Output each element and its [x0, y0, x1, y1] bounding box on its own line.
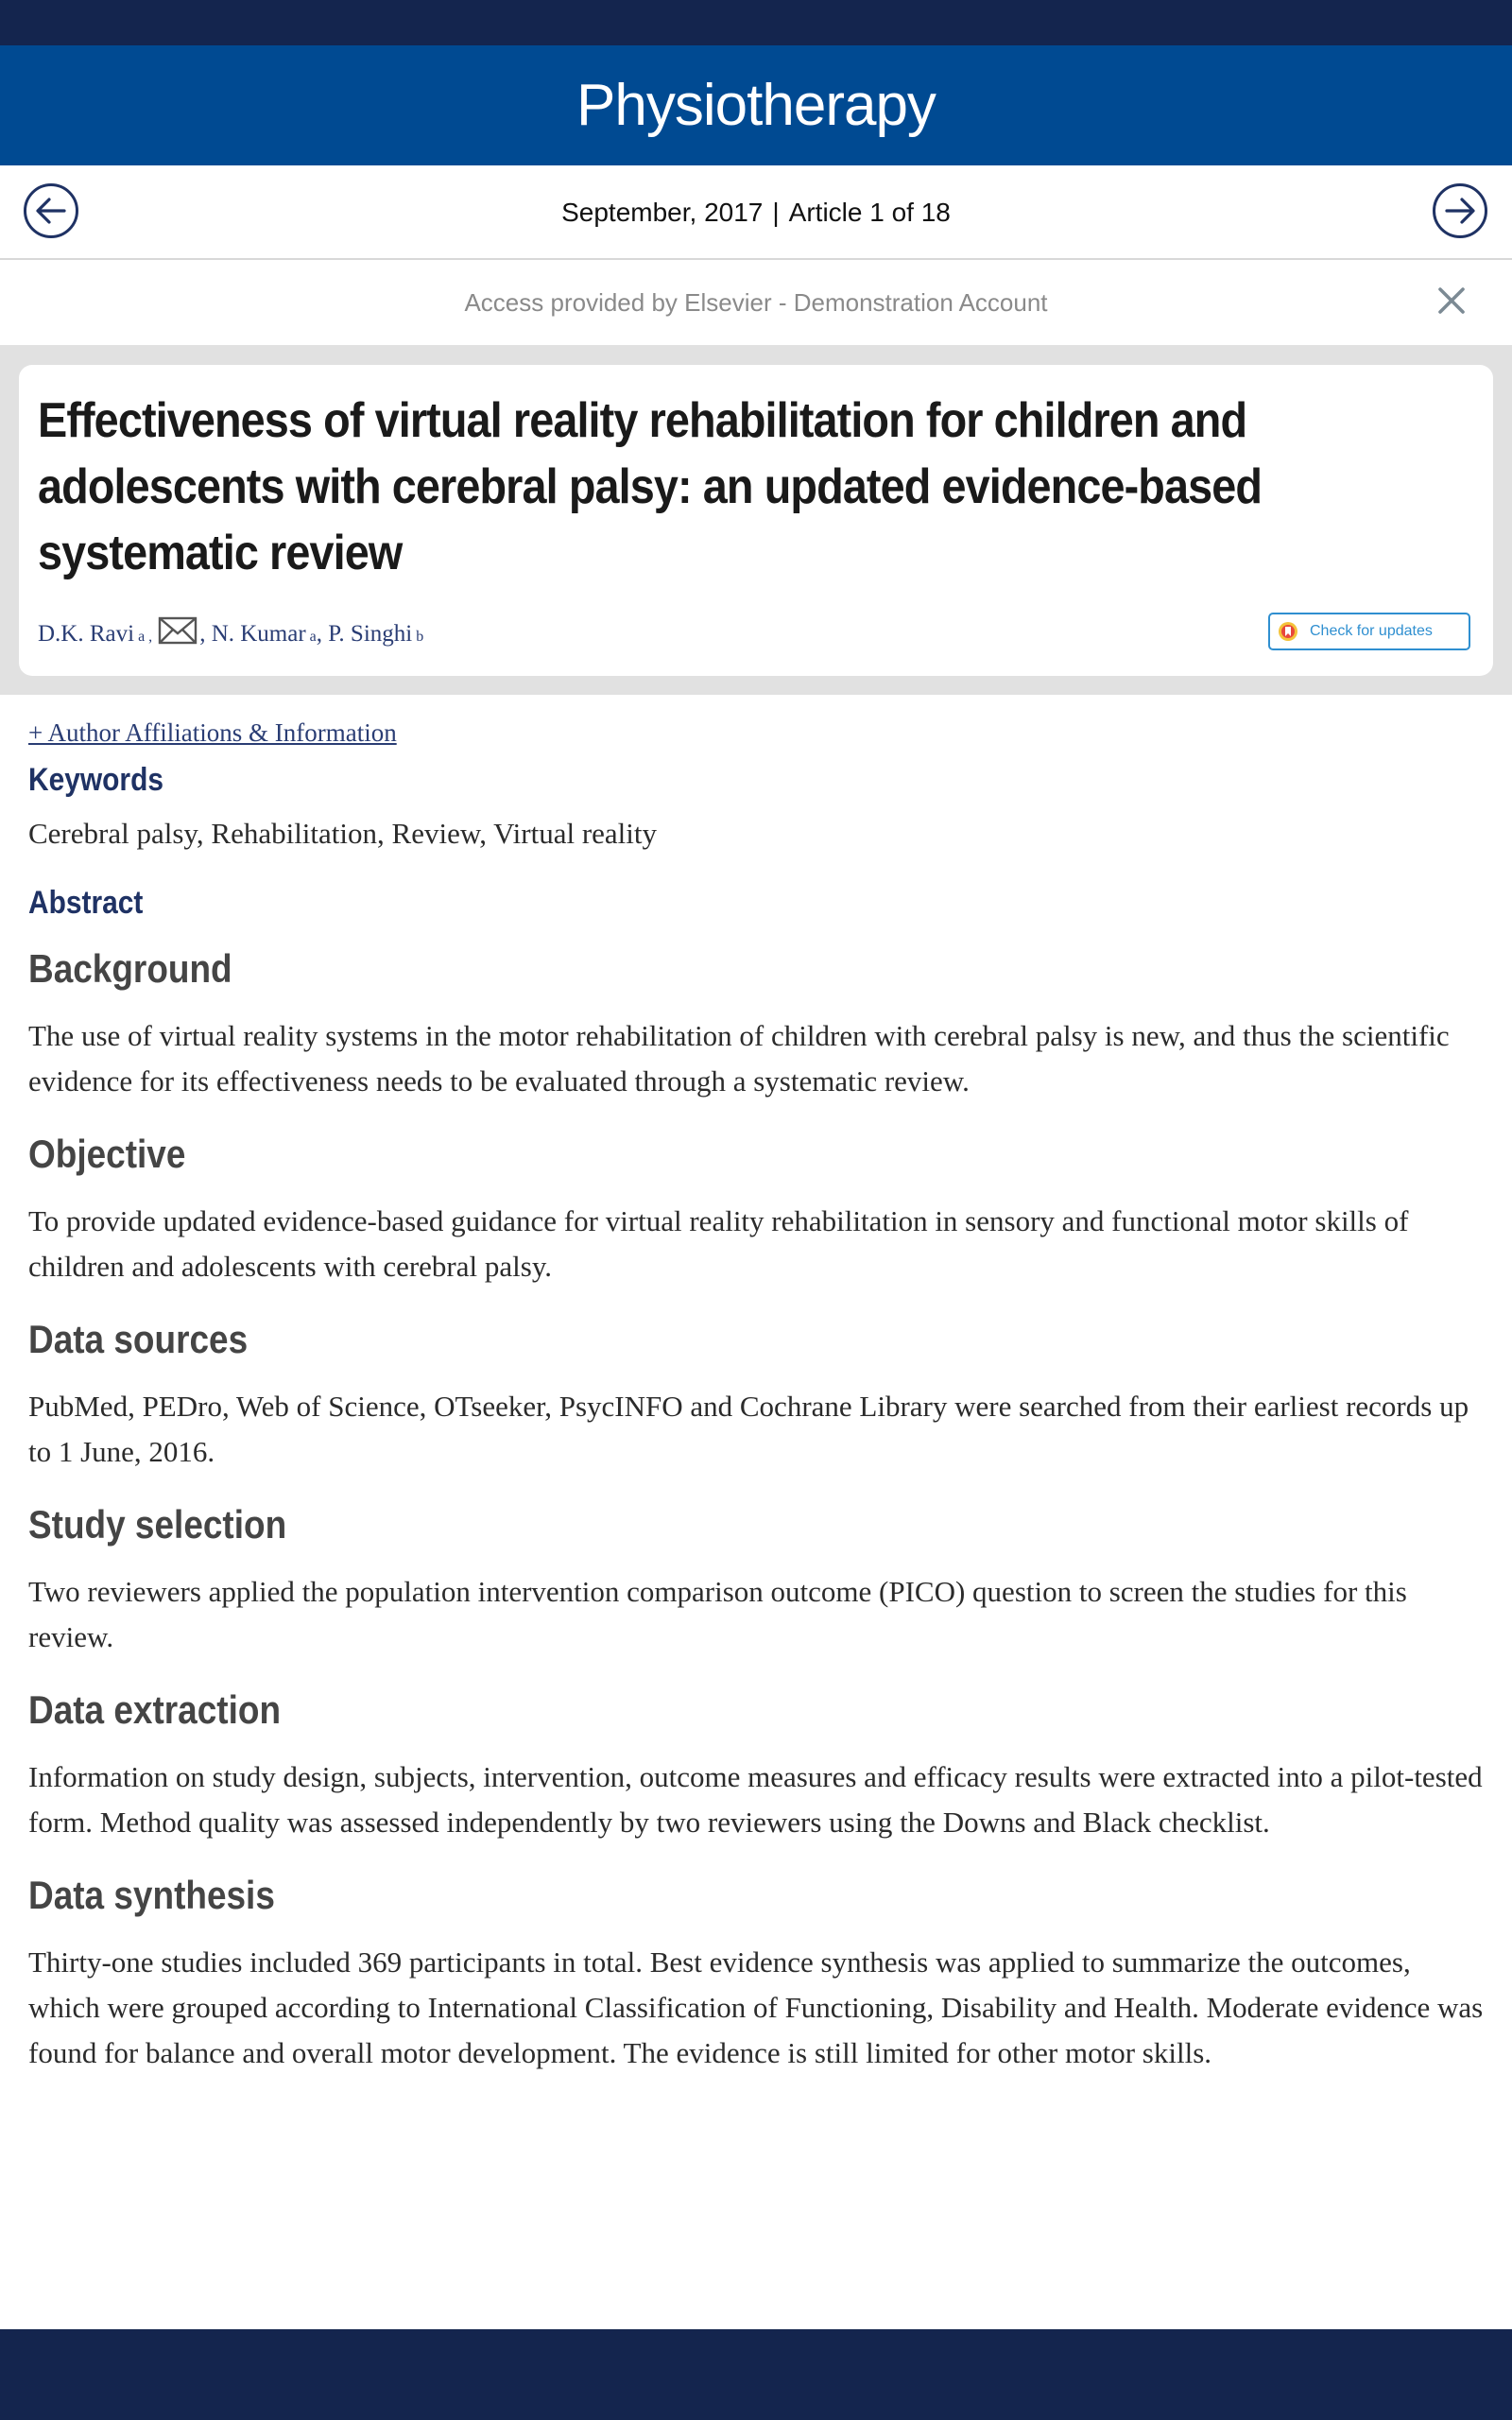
issue-date: September, 2017 [561, 198, 764, 227]
section-heading-data-extraction: Data extraction [28, 1687, 282, 1732]
section-heading-objective: Objective [28, 1132, 186, 1176]
article-nav-bar [0, 165, 1512, 260]
section-heading-background: Background [28, 946, 232, 991]
section-text-data-synthesis: Thirty-one studies included 369 participants in total. Best evidence synthesis was applied to summarize the outcomes, which were grouped according to International Classification of Functioning, Disability and Health. Moderate evidence was found for balance and overall motor development. The evidence is still limited for other motor skills. [28, 1945, 1484, 2069]
access-banner [0, 260, 1512, 345]
crossmark-icon [1278, 621, 1298, 642]
access-text: Access provided by Elsevier - Demonstration Account [464, 287, 1048, 317]
author-list [38, 613, 423, 648]
arrow-left-circle-icon [35, 197, 67, 225]
abstract-heading: Abstract [28, 885, 144, 921]
section-text-objective: To provide updated evidence-based guidance for virtual reality rehabilitation in sensory and functional motor skills of children and adolescents with cerebral palsy. [28, 1204, 1409, 1283]
keywords-heading: Keywords [28, 762, 163, 798]
section-text-data-sources: PubMed, PEDro, Web of Science, OTseeker, PsycINFO and Cochrane Library were searched from their earliest records up to 1 June, 2016. [28, 1390, 1469, 1468]
author-link[interactable]: D.K. Ravi [38, 621, 135, 647]
bottom-toolbar [0, 2329, 1512, 2420]
section-heading-data-synthesis: Data synthesis [28, 1873, 275, 1917]
journal-header [0, 45, 1512, 165]
previous-article-button[interactable] [24, 183, 78, 238]
mail-icon[interactable] [158, 616, 198, 651]
author-affiliation-sup: a , [138, 629, 153, 645]
section-text-study-selection: Two reviewers applied the population intervention comparison outcome (PICO) question to screen the studies for this review. [28, 1575, 1407, 1653]
keywords-list: Cerebral palsy, Rehabilitation, Review, Virtual reality [28, 817, 658, 850]
section-heading-study-selection: Study selection [28, 1502, 287, 1547]
journal-title: Physiotherapy [576, 73, 936, 138]
issue-separator: | [772, 198, 780, 227]
author-link[interactable]: , N. Kumar [199, 621, 306, 647]
next-article-button[interactable] [1433, 183, 1487, 238]
author-affiliation-sup: b [416, 629, 424, 645]
author-affiliation-sup: a [309, 629, 317, 645]
author-affiliations-link[interactable]: + Author Affiliations & Information [28, 718, 397, 747]
arrow-right-circle-icon [1444, 197, 1476, 225]
close-icon[interactable] [1435, 284, 1469, 318]
section-text-background: The use of virtual reality systems in the motor rehabilitation of children with cerebral palsy is new, and thus the scientific evidence for its effectiveness needs to be evaluated through a systematic review. [28, 1019, 1450, 1098]
article-title-card [19, 365, 1493, 676]
article-title: Effectiveness of virtual reality rehabilitation for children and adolescents with cerebral palsy: an updated evidence-based systematic review [38, 393, 1263, 580]
status-strip [0, 0, 1512, 45]
issue-info [0, 165, 1512, 260]
section-text-data-extraction: Information on study design, subjects, intervention, outcome measures and efficacy results were extracted into a pilot-tested form. Method quality was assessed independently by two reviewers using the Downs and Black checklist. [28, 1760, 1483, 1839]
check-for-updates-button[interactable] [1268, 613, 1470, 650]
article-position: Article 1 of 18 [788, 198, 951, 227]
section-heading-data-sources: Data sources [28, 1317, 249, 1361]
article-content [28, 718, 1484, 2099]
check-updates-label: Check for updates [1310, 623, 1433, 639]
author-link[interactable]: , P. Singhi [316, 621, 413, 647]
